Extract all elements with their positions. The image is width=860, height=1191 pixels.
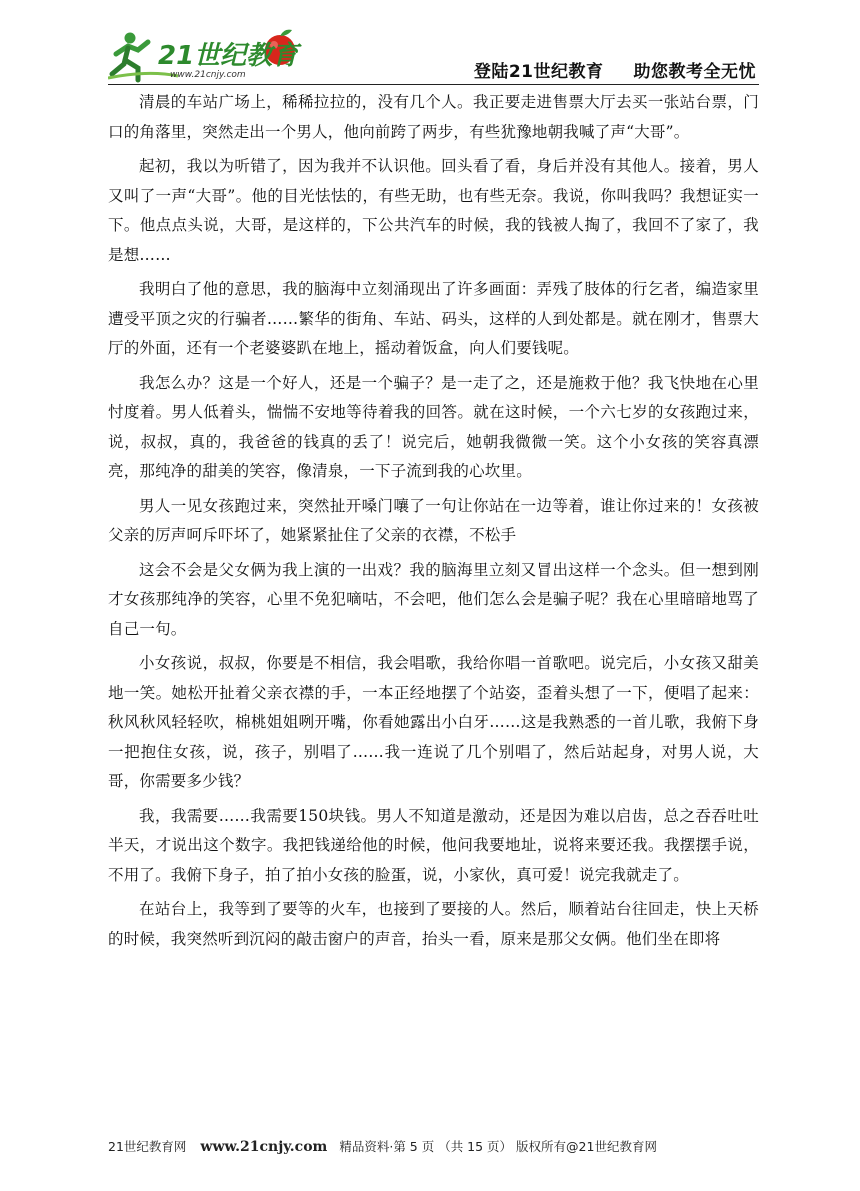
paragraph: 起初，我以为听错了，因为我并不认识他。回头看了看，身后并没有其他人。接着，男人又叫了一声“大哥”。他的目光怯怯的，有些无助，也有些无奈。我说，你叫我吗？我想证实一下。他点点头说，大哥，是这样的，下公共汽车的时候，我的钱被人掏了，我回不了家了，我是想…… bbox=[108, 157, 759, 264]
article-body bbox=[108, 88, 759, 959]
slogan-left: 登陆21世纪教育 bbox=[473, 62, 604, 82]
header-slogan bbox=[474, 57, 756, 82]
paragraph: 我怎么办？这是一个好人，还是一个骗子？是一走了之，还是施救于他？我飞快地在心里忖度着。男人低着头，惴惴不安地等待着我的回答。就在这时候，一个六七岁的女孩跑过来，说，叔叔，真的，我爸爸的钱真的丢了！说完后，她朝我微微一笑。这个小女孩的笑容真漂亮，那纯净的甜美的笑容，像清泉，一下子流到我的心坎里。 bbox=[108, 373, 759, 480]
page-footer bbox=[108, 1137, 657, 1155]
paragraph: 这会不会是父女俩为我上演的一出戏？我的脑海里立刻又冒出这样一个念头。但一想到刚才女孩那纯净的笑容，心里不免犯嘀咕，不会吧，他们怎么会是骗子呢？我在心里暗暗地骂了自己一句。 bbox=[108, 560, 759, 638]
paragraph: 在站台上，我等到了要等的火车，也接到了要接的人。然后，顺着站台往回走，快上天桥的时候，我突然听到沉闷的敲击窗户的声音，抬头一看，原来是那父女俩。他们坐在即将 bbox=[108, 900, 759, 948]
paragraph: 清晨的车站广场上，稀稀拉拉的，没有几个人。我正要走进售票大厅去买一张站台票，门口的角落里，突然走出一个男人，他向前跨了两步，有些犹豫地朝我喊了声“大哥”。 bbox=[108, 93, 759, 141]
paragraph: 男人一见女孩跑过来，突然扯开嗓门嚷了一句让你站在一边等着，谁让你过来的！女孩被父亲的厉声呵斥吓坏了，她紧紧扯住了父亲的衣襟，不松手 bbox=[108, 496, 759, 544]
footer-url[interactable]: www.21cnjy.com bbox=[200, 1139, 328, 1155]
footer-page-info: 精品资料·第 5 页 （共 15 页） 版权所有@21世纪教育网 bbox=[339, 1139, 657, 1154]
paragraph: 小女孩说，叔叔，你要是不相信，我会唱歌，我给你唱一首歌吧。说完后，小女孩又甜美地一笑。她松开扯着父亲衣襟的手，一本正经地摆了个站姿，歪着头想了一下，便唱了起来：秋风秋风轻轻吹，棉桃姐姐咧开嘴，你看她露出小白牙……这是我熟悉的一首儿歌，我俯下身一把抱住女孩，说，孩子，别唱了……我一连说了几个别唱了，然后站起身，对男人说，大哥，你需要多少钱？ bbox=[108, 654, 759, 790]
slogan-right: 助您教考全无忧 bbox=[633, 62, 756, 82]
paragraph: 我，我需要……我需要150块钱。男人不知道是激动，还是因为难以启齿，总之吞吞吐吐半天，才说出这个数字。我把钱递给他的时候，他问我要地址，说将来要还我。我摆摆手说，不用了。我俯下身子，拍了拍小女孩的脸蛋，说，小家伙，真可爱！说完我就走了。 bbox=[108, 806, 759, 884]
logo-text: 21世纪教育 bbox=[158, 41, 299, 71]
page-header bbox=[0, 0, 860, 88]
logo bbox=[108, 26, 308, 84]
footer-site: 21世纪教育网 bbox=[108, 1139, 187, 1154]
paragraph: 我明白了他的意思，我的脑海中立刻涌现出了许多画面：弄残了肢体的行乞者，编造家里遭受平顶之灾的行骗者……繁华的街角、车站、码头，这样的人到处都是。就在刚才，售票大厅的外面，还有一个老婆婆趴在地上，摇动着饭盒，向人们要钱呢。 bbox=[108, 280, 759, 357]
logo-url: www.21cnjy.com bbox=[170, 70, 246, 80]
header-divider bbox=[108, 84, 759, 85]
